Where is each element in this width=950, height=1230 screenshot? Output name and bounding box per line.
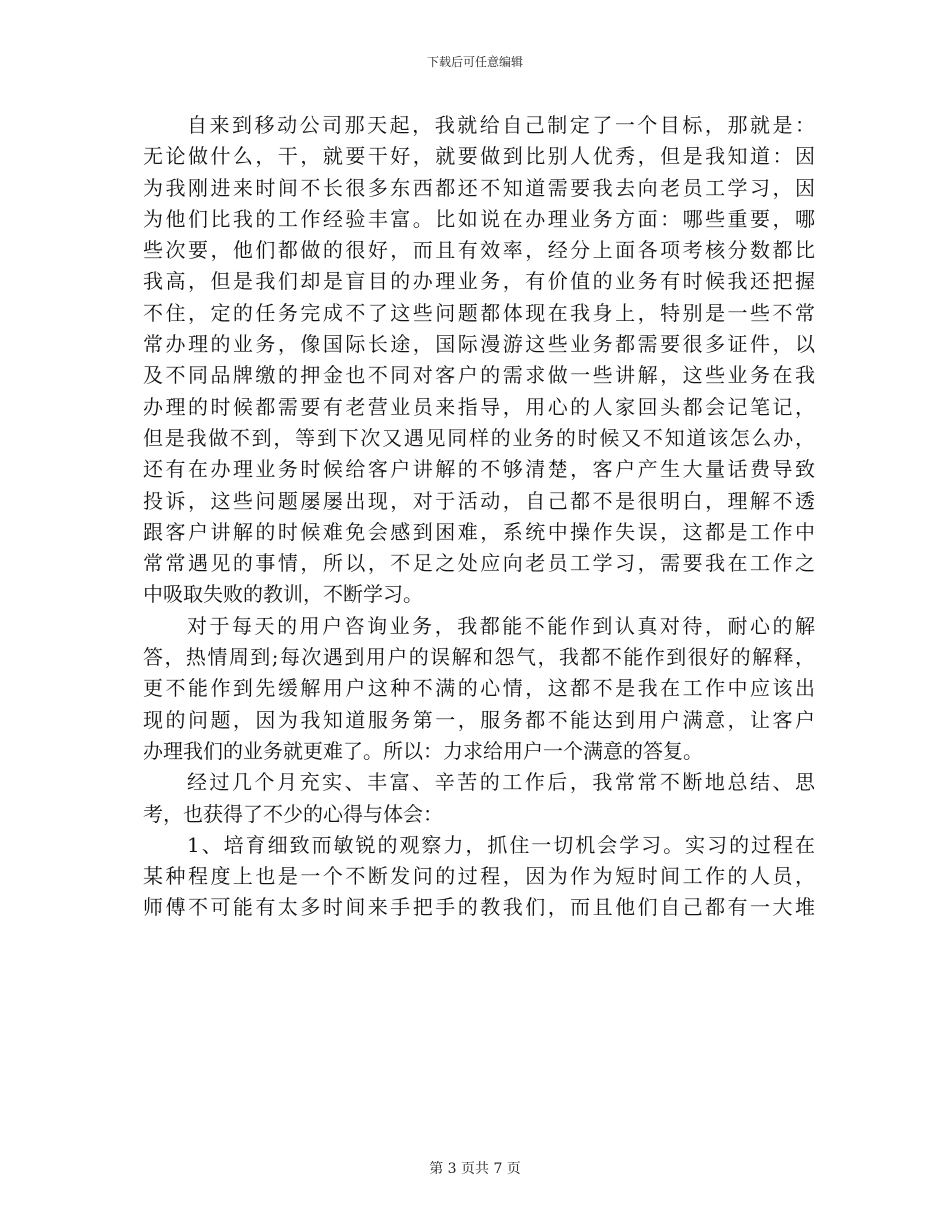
text-line: 考，也获得了不少的心得与体会： bbox=[143, 801, 443, 826]
page-header: 下载后可任意编辑 bbox=[426, 55, 523, 69]
text-line: 我高，但是我们却是盲目的办理业务，有价值的业务有时候我还把握 bbox=[143, 269, 815, 294]
text-line: 些次要，他们都做的很好，而且有效率，经分上面各项考核分数都比 bbox=[143, 238, 815, 263]
text-line: 现的问题，因为我知道服务第一，服务都不能达到用户满意，让客户 bbox=[143, 707, 815, 732]
text-line: 常办理的业务，像国际长途，国际漫游这些业务都需要很多证件，以 bbox=[143, 332, 815, 357]
text-line: 无论做什么，干，就要干好，就要做到比别人优秀，但是我知道：因 bbox=[143, 144, 815, 169]
text-line: 某种程度上也是一个不断发问的过程，因为作为短时间工作的人员， bbox=[143, 864, 815, 889]
text-line: 中吸取失败的教训，不断学习。 bbox=[143, 582, 423, 607]
text-line: 自来到移动公司那天起，我就给自己制定了一个目标，那就是： bbox=[187, 113, 815, 137]
document-body bbox=[143, 110, 815, 924]
text-line: 对于每天的用户咨询业务，我都能不能作到认真对待，耐心的解 bbox=[187, 613, 815, 638]
text-line: 师傅不可能有太多时间来手把手的教我们，而且他们自己都有一大堆 bbox=[143, 895, 815, 920]
text-line: 投诉，这些问题屡屡出现，对于活动，自己都不是很明白，理解不透 bbox=[143, 488, 815, 513]
text-line: 常常遇见的事情，所以，不足之处应向老员工学习，需要我在工作之 bbox=[143, 551, 815, 576]
text-line: 1、培育细致而敏锐的观察力，抓住一切机会学习。实习的过程在 bbox=[187, 832, 815, 857]
page-footer: 第 3 页共 7 页 bbox=[429, 1161, 521, 1177]
text-line: 办理我们的业务就更难了。所以：力求给用户一个满意的答复。 bbox=[143, 738, 703, 763]
text-line: 为我刚进来时间不长很多东西都还不知道需要我去向老员工学习，因 bbox=[143, 175, 815, 200]
text-line: 办理的时候都需要有老营业员来指导，用心的人家回头都会记笔记， bbox=[143, 394, 815, 419]
text-line: 经过几个月充实、丰富、辛苦的工作后，我常常不断地总结、思 bbox=[187, 770, 815, 795]
text-line: 答，热情周到;每次遇到用户的误解和怨气，我都不能作到很好的解释， bbox=[143, 645, 815, 670]
text-line: 还有在办理业务时候给客户讲解的不够清楚，客户产生大量话费导致 bbox=[143, 457, 815, 482]
text-line: 及不同品牌缴的押金也不同对客户的需求做一些讲解，这些业务在我 bbox=[143, 363, 815, 388]
text-line: 为他们比我的工作经验丰富。比如说在办理业务方面：哪些重要，哪 bbox=[143, 206, 815, 231]
text-line: 不住，定的任务完成不了这些问题都体现在我身上，特别是一些不常 bbox=[143, 300, 815, 325]
text-line: 但是我做不到，等到下次又遇见同样的业务的时候又不知道该怎么办， bbox=[143, 425, 815, 450]
text-line: 跟客户讲解的时候难免会感到困难，系统中操作失误，这都是工作中 bbox=[143, 519, 815, 544]
text-line: 更不能作到先缓解用户这种不满的心情，这都不是我在工作中应该出 bbox=[143, 676, 815, 701]
